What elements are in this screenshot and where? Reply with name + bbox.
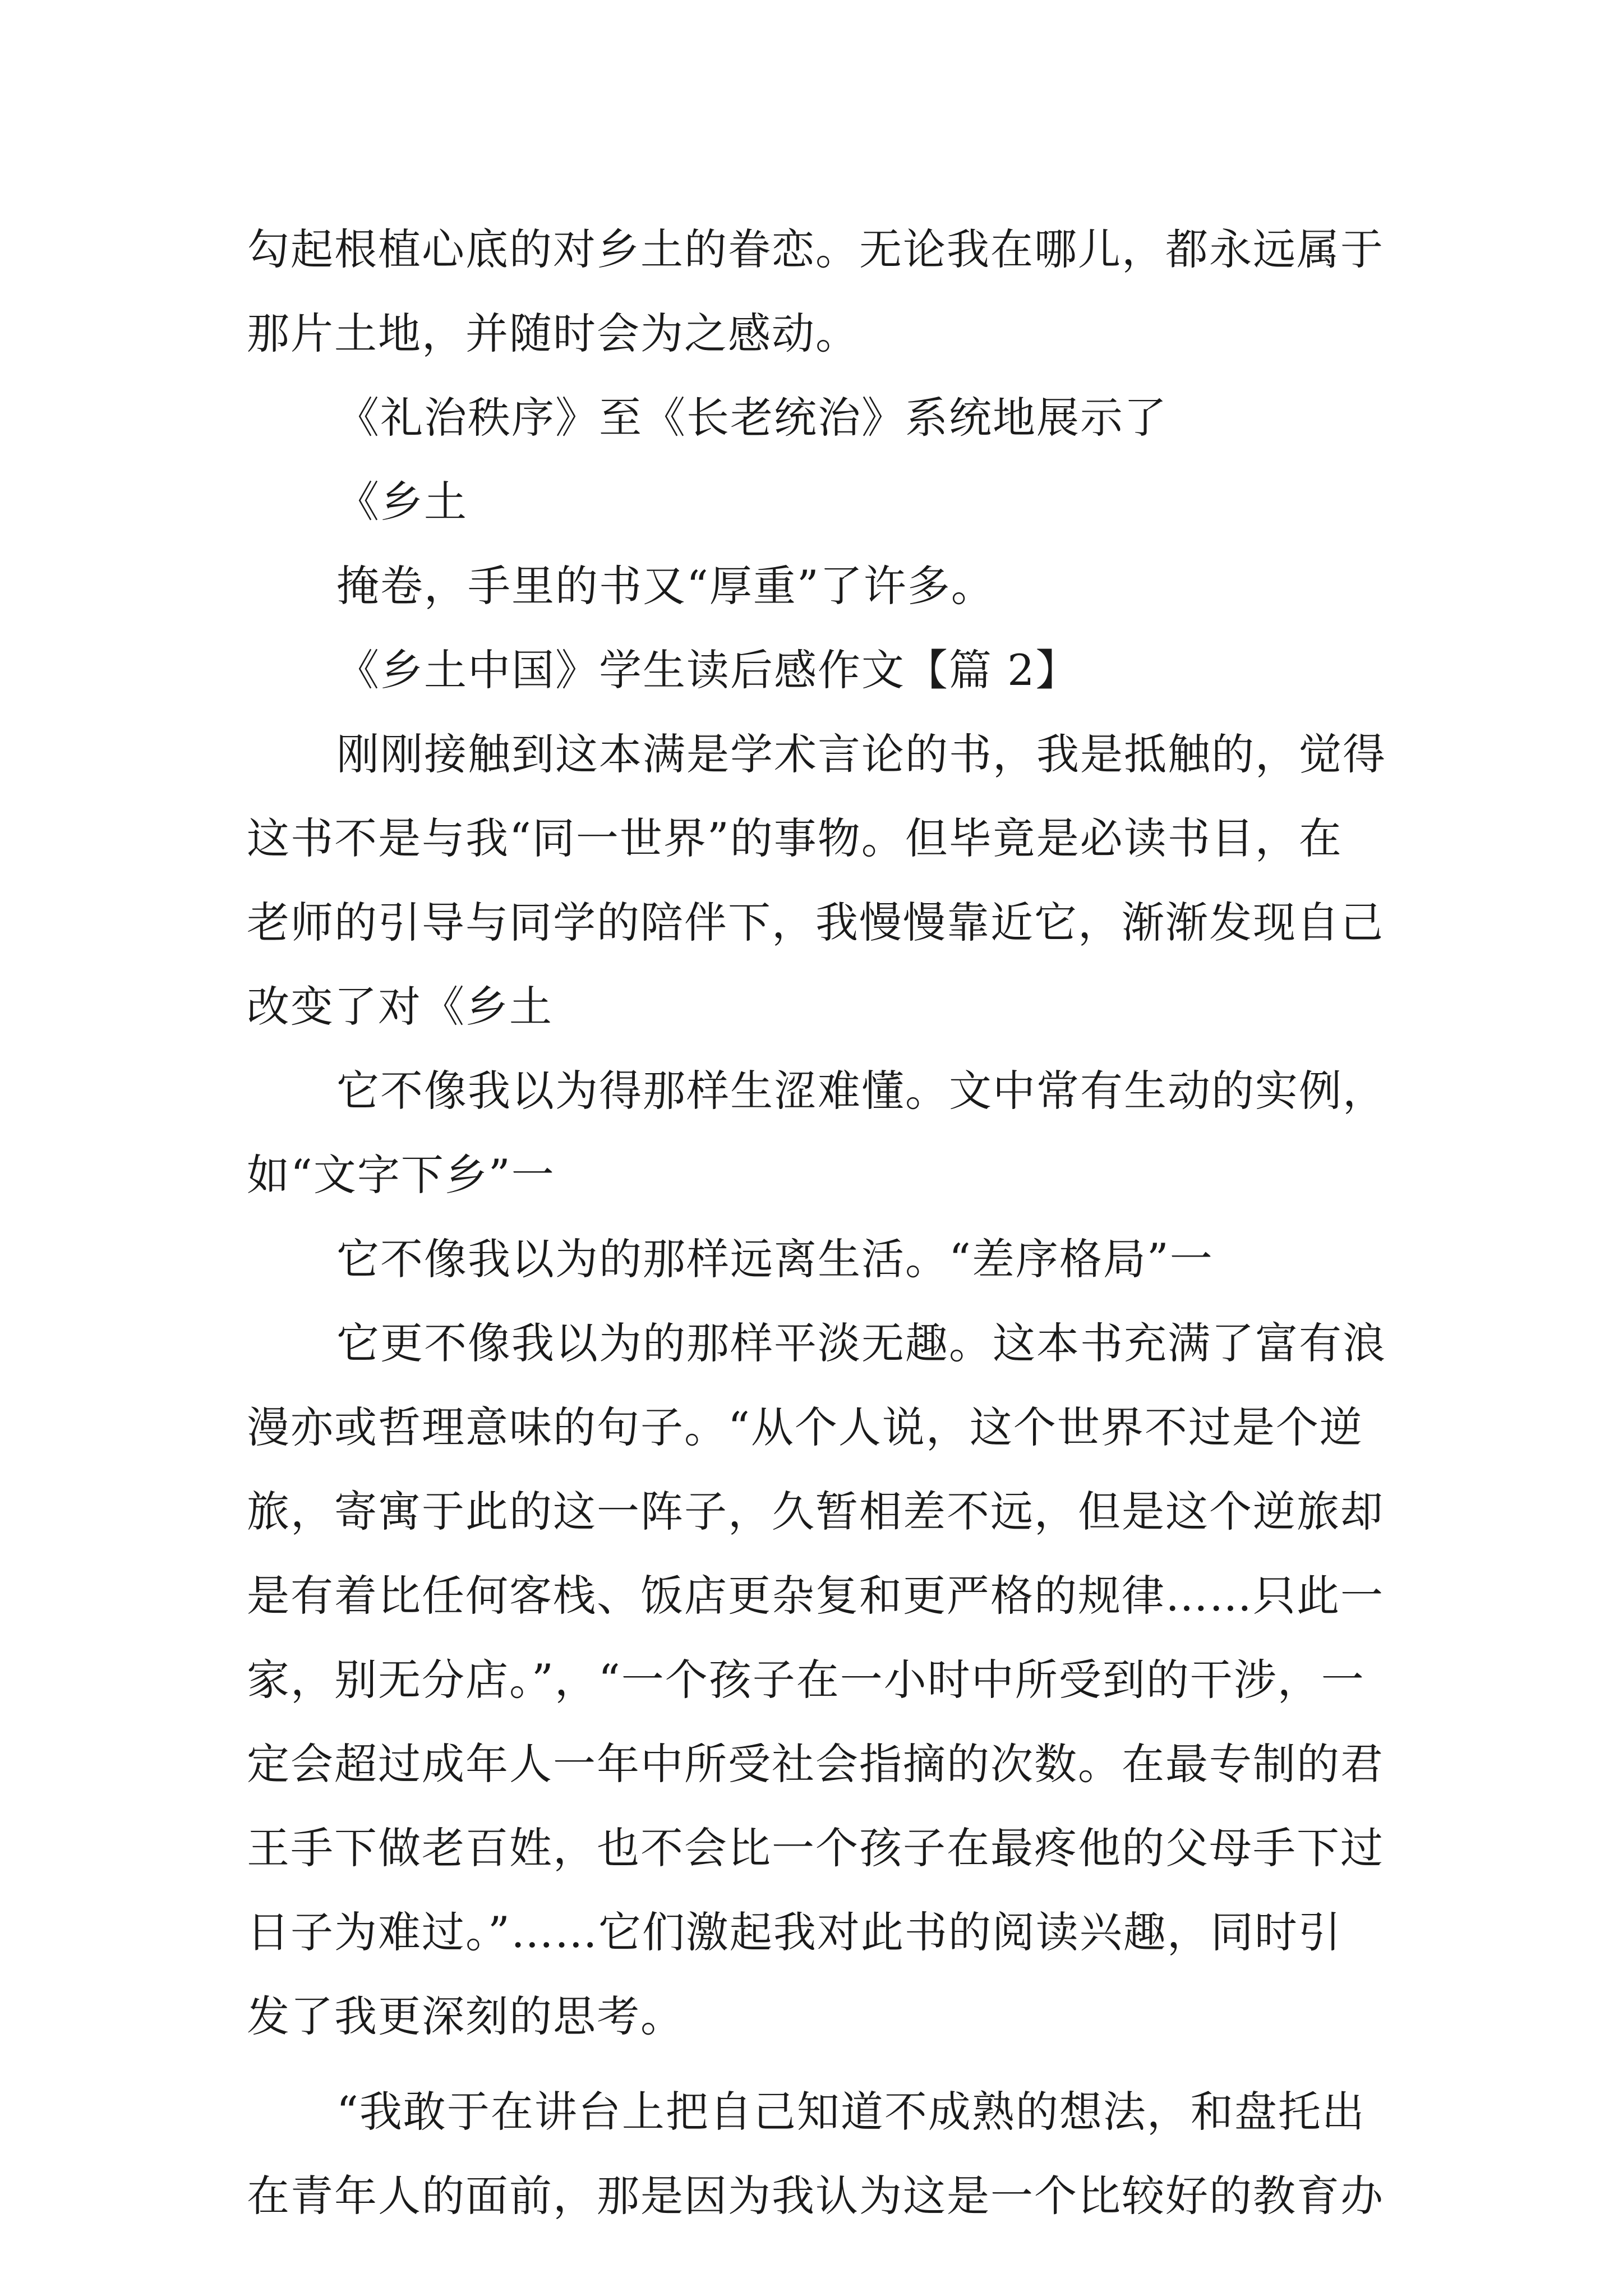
text-line: 它不像我以为得那样生涩难懂。文中常有生动的实例，	[336, 1066, 1386, 1116]
text-line: 它不像我以为的那样远离生活。“差序格局”一	[336, 1234, 1214, 1284]
text-line: 掩卷，手里的书又“厚重”了许多。	[336, 561, 995, 611]
text-line: 日子为难过。”……它们激起我对此书的阅读兴趣，同时引	[247, 1907, 1342, 1957]
body-text	[247, 208, 1385, 2238]
text-line: 刚刚接触到这本满是学术言论的书，我是抵触的，觉得	[336, 729, 1386, 779]
text-line: 漫亦或哲理意味的句子。“从个人说，这个世界不过是个逆	[247, 1402, 1363, 1452]
text-line: “我敢于在讲台上把自己知道不成熟的想法，和盘托出	[336, 2087, 1366, 2137]
text-line: 这书不是与我“同一世界”的事物。但毕竟是必读书目，在	[247, 813, 1343, 863]
text-line: 如“文字下乡”一	[247, 1150, 555, 1200]
text-line: 它更不像我以为的那样平淡无趣。这本书充满了富有浪	[336, 1318, 1386, 1368]
text-line: 是有着比任何客栈、饭店更杂复和更严格的规律……只此一	[247, 1571, 1384, 1621]
text-line: 《乡土	[336, 477, 468, 527]
text-line: 《礼治秩序》至《长老统治》系统地展示了	[336, 393, 1168, 443]
text-line: 在青年人的面前，那是因为我认为这是一个比较好的教育办	[247, 2171, 1384, 2221]
text-line: 王手下做老百姓，也不会比一个孩子在最疼他的父母手下过	[247, 1823, 1384, 1873]
text-line: 家，别无分店。”，“一个孩子在一小时中所受到的干涉，一	[247, 1655, 1365, 1705]
text-line: 那片土地，并随时会为之感动。	[247, 309, 859, 358]
text-line: 定会超过成年人一年中所受社会指摘的次数。在最专制的君	[247, 1739, 1384, 1789]
text-line: 改变了对《乡土	[247, 982, 553, 1032]
text-line: 勾起根植心底的对乡土的眷恋。无论我在哪儿，都永远属于	[247, 224, 1384, 274]
section-heading: 《乡土中国》学生读后感作文【篇 2】	[336, 645, 1080, 695]
text-line: 老师的引导与同学的陪伴下，我慢慢靠近它，渐渐发现自己	[247, 898, 1384, 947]
text-line: 发了我更深刻的思考。	[247, 1991, 684, 2041]
text-line: 旅，寄寓于此的这一阵子，久暂相差不远，但是这个逆旅却	[247, 1487, 1384, 1536]
